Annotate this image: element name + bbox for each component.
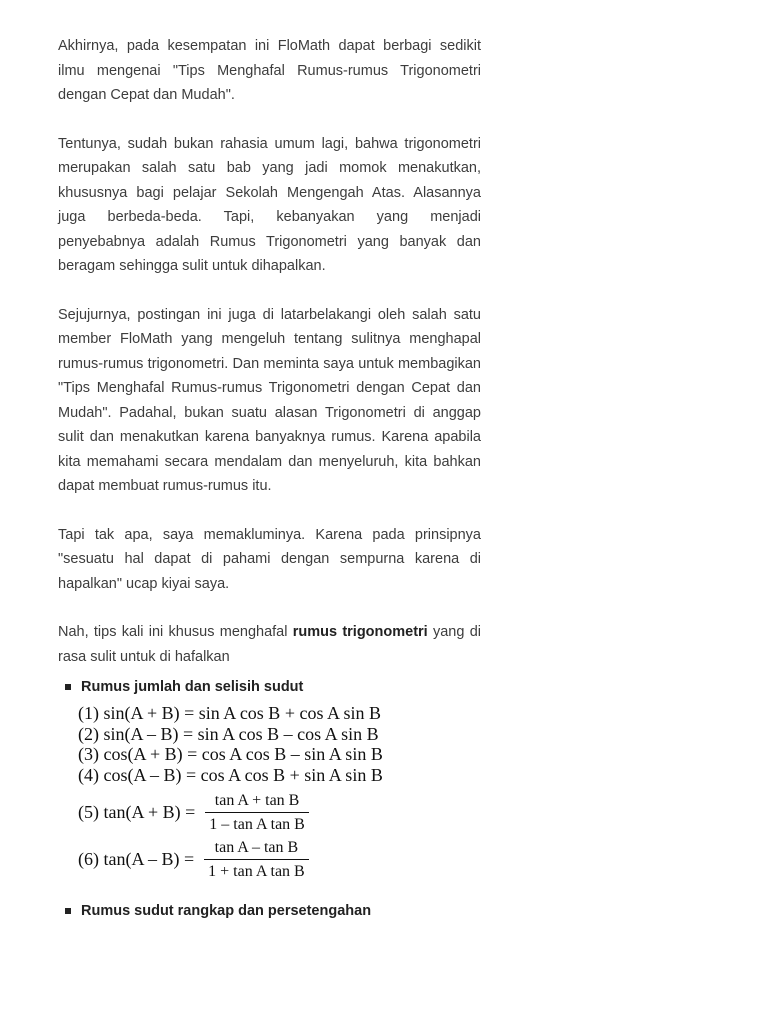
formula-tan-sum: [78, 789, 481, 836]
bullet-label: Rumus sudut rangkap dan persetengahan: [81, 903, 372, 919]
article-body: [58, 34, 481, 921]
formula-section-list: [58, 677, 481, 697]
formula-cos-sum: (3) cos(A + B) = cos A cos B – sin A sin B: [78, 744, 383, 764]
list-item: [58, 901, 481, 921]
paragraph-trigonometry-difficulty: Tentunya, sudah bukan rahasia umum lagi, bahwa trigonometri merupakan salah satu bab yang jadi momok menakutkan, khususnya bagi pelajar Sekolah Mengengah Atas. Alasannya juga berbeda-beda. Tapi, kebanyakan yang menjadi penyebabnya adalah Rumus Trigonometri yang banyak dan beragam sehingga sulit untuk dihapalkan.: [58, 135, 481, 274]
formula-cos-difference: (4) cos(A – B) = cos A cos B + sin A sin B: [78, 764, 383, 785]
list-item: [58, 677, 481, 697]
formula-sin-difference: (2) sin(A – B) = sin A cos B – cos A sin B: [78, 723, 379, 744]
fraction-denominator: 1 + tan A tan B: [204, 859, 309, 881]
bullet-label: Rumus jumlah dan selisih sudut: [81, 679, 304, 695]
paragraph-tips-intro: [58, 620, 481, 669]
formula-sin-sum: (1) sin(A + B) = sin A cos B + cos A sin B: [78, 703, 381, 723]
fraction-numerator: tan A + tan B: [214, 792, 300, 809]
tips-intro-text-end: yang di rasa sulit untuk di hafalkan: [58, 624, 481, 665]
paragraph-intro: Akhirnya, pada kesempatan ini FloMath dapat berbagi sedikit ilmu mengenai "Tips Menghafal Rumus-rumus Trigonometri dengan Cepat dan Mudah".: [58, 38, 481, 103]
formula-tan-difference: [78, 836, 481, 883]
paragraph-background: Sejujurnya, postingan ini juga di latarbelakangi oleh salah satu member FloMath yang mengeluh tentang sulitnya menghapal rumus-rumus trigonometri. Dan meminta saya untuk membagikan "Tips Menghafal Rumus-rumus Trigonometri dengan Cepat dan Mudah". Padahal, bukan suatu alasan Trigonometri di anggap sulit dan menakutkan karena banyaknya rumus. Karena apabila kita memahami secara mendalam dan menyeluruh, kita bahkan dapat membuat rumus-rumus itu.: [58, 306, 481, 494]
fraction-numerator: tan A – tan B: [214, 839, 299, 856]
tips-intro-text: Nah, tips kali ini khusus menghafal: [58, 624, 293, 640]
formula-lhs: (5) tan(A + B) =: [78, 802, 196, 822]
bullet-square-icon: [65, 908, 71, 914]
formula-image: [78, 703, 481, 883]
paragraph-principle: Tapi tak apa, saya memakluminya. Karena pada prinsipnya "sesuatu hal dapat di pahami dengan sempurna karena di hapalkan" ucap kiyai saya.: [58, 526, 481, 592]
fraction-denominator: 1 – tan A tan B: [205, 812, 309, 834]
formula-lhs: (6) tan(A – B) =: [78, 849, 195, 869]
formula-section-list: [58, 901, 481, 921]
fraction: [204, 838, 309, 881]
fraction: [205, 791, 309, 834]
tips-intro-bold: rumus trigonometri: [292, 624, 428, 640]
bullet-square-icon: [65, 684, 71, 690]
